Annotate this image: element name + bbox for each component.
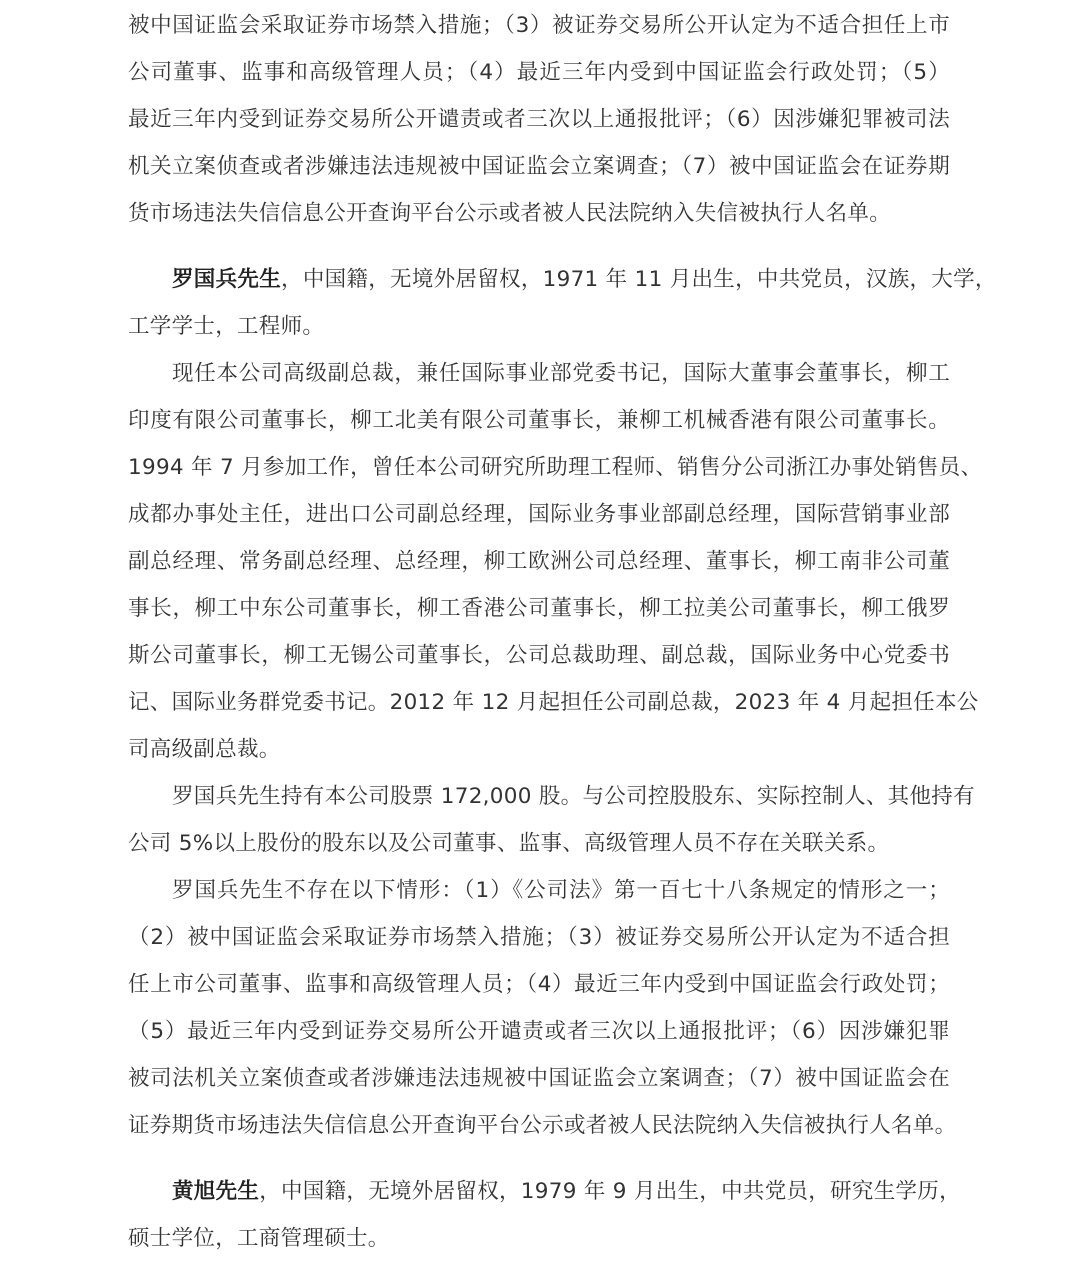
text-line: 被中国证监会采取证券市场禁入措施；（3）被证券交易所公开认定为不适合担任上市 bbox=[128, 13, 950, 38]
text-line: （5）最近三年内受到证券交易所公开谴责或者三次以上通报批评；（6）因涉嫌犯罪 bbox=[128, 1019, 950, 1044]
text-line: 公司 5%以上股份的股东以及公司董事、监事、高级管理人员不存在关联关系。 bbox=[128, 831, 890, 856]
text-line bbox=[128, 256, 997, 303]
paragraph-huang-xu-intro bbox=[128, 1168, 961, 1262]
paragraph-luo-guobing-intro bbox=[128, 256, 997, 350]
text-line: 1994 年 7 月参加工作，曾任本公司研究所助理工程师、销售分公司浙江办事处销售员、 bbox=[128, 455, 983, 480]
text-span: ，中国籍，无境外居留权，1979 年 9 月出生，中共党员，研究生学历， bbox=[259, 1179, 961, 1204]
person-name: 罗国兵先生 bbox=[172, 267, 282, 292]
text-span: ，中国籍，无境外居留权，1971 年 11 月出生，中共党员，汉族，大学， bbox=[281, 267, 997, 292]
paragraph-disqualification-previous bbox=[128, 2, 950, 237]
text-line: 副总经理、常务副总经理、总经理，柳工欧洲公司总经理、董事长，柳工南非公司董 bbox=[128, 549, 950, 574]
text-line: 罗国兵先生持有本公司股票 172,000 股。与公司控股股东、实际控制人、其他持有 bbox=[172, 784, 975, 809]
text-line: （2）被中国证监会采取证券市场禁入措施；（3）被证券交易所公开认定为不适合担 bbox=[128, 925, 950, 950]
text-line bbox=[128, 1168, 961, 1215]
text-line: 最近三年内受到证券交易所公开谴责或者三次以上通报批评；（6）因涉嫌犯罪被司法 bbox=[128, 107, 950, 132]
text-line: 硕士学位，工商管理硕士。 bbox=[128, 1226, 390, 1251]
paragraph-luo-guobing-career bbox=[128, 350, 983, 773]
text-line: 任上市公司董事、监事和高级管理人员；（4）最近三年内受到中国证监会行政处罚； bbox=[128, 972, 950, 997]
text-line: 罗国兵先生不存在以下情形：（1）《公司法》第一百七十八条规定的情形之一； bbox=[172, 878, 950, 903]
text-line: 斯公司董事长，柳工无锡公司董事长，公司总裁助理、副总裁，国际业务中心党委书 bbox=[128, 643, 950, 668]
text-line: 现任本公司高级副总裁，兼任国际事业部党委书记，国际大董事会董事长，柳工 bbox=[172, 361, 950, 386]
text-line: 货市场违法失信信息公开查询平台公示或者被人民法院纳入失信被执行人名单。 bbox=[128, 201, 892, 226]
text-line: 成都办事处主任，进出口公司副总经理，国际业务事业部副总经理，国际营销事业部 bbox=[128, 502, 950, 527]
person-name: 黄旭先生 bbox=[172, 1179, 260, 1204]
text-line: 记、国际业务群党委书记。2012 年 12 月起担任公司副总裁，2023 年 4 月起担任本公 bbox=[128, 690, 979, 715]
text-line: 机关立案侦查或者涉嫌违法违规被中国证监会立案调查；（7）被中国证监会在证券期 bbox=[128, 154, 950, 179]
text-line: 事长，柳工中东公司董事长，柳工香港公司董事长，柳工拉美公司董事长，柳工俄罗 bbox=[128, 596, 950, 621]
text-line: 工学学士，工程师。 bbox=[128, 314, 325, 339]
text-line: 被司法机关立案侦查或者涉嫌违法违规被中国证监会立案调查；（7）被中国证监会在 bbox=[128, 1066, 950, 1091]
text-line: 印度有限公司董事长，柳工北美有限公司董事长，兼柳工机械香港有限公司董事长。 bbox=[128, 408, 950, 433]
text-line: 公司董事、监事和高级管理人员；（4）最近三年内受到中国证监会行政处罚；（5） bbox=[128, 60, 950, 85]
paragraph-luo-guobing-shares bbox=[128, 773, 975, 867]
text-line: 司高级副总裁。 bbox=[128, 737, 281, 762]
paragraph-luo-guobing-disqualification bbox=[128, 867, 957, 1149]
text-line: 证券期货市场违法失信信息公开查询平台公示或者被人民法院纳入失信被执行人名单。 bbox=[128, 1113, 957, 1138]
